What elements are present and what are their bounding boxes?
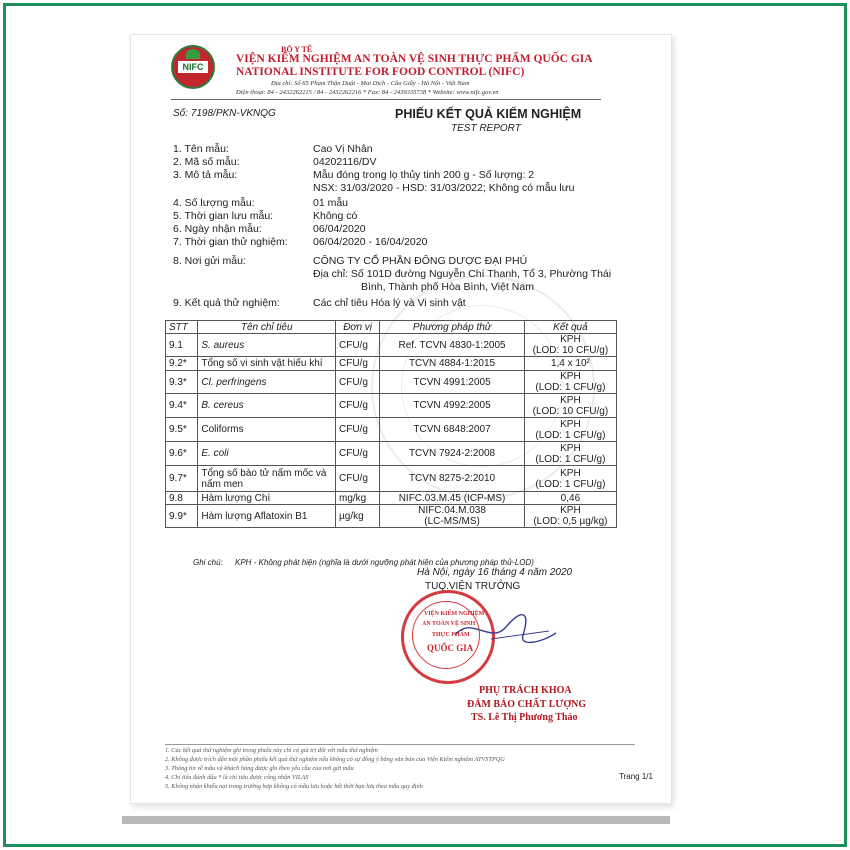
footnote: 3. Thông tin về mẫu và khách hàng được ghi theo yêu cầu của nơi gửi mẫu (165, 765, 354, 772)
cell-stt: 9.4* (166, 394, 198, 418)
result-value: KPH (560, 505, 581, 516)
report-subtitle: TEST REPORT (451, 123, 521, 134)
cell-result: 1,4 x 10² (524, 357, 616, 371)
col-header-name: Tên chỉ tiêu (198, 321, 336, 334)
leaf-icon (186, 49, 200, 59)
cell-result (524, 334, 616, 357)
cell-name: Coliforms (198, 418, 336, 442)
logo-text: NIFC (178, 61, 208, 73)
col-header-unit: Đơn vị (336, 321, 380, 334)
cell-method: TCVN 4991:2005 (380, 371, 525, 394)
field-value: Mẫu đóng trong lọ thủy tinh 200 g - Số lượng: 2 (313, 169, 535, 181)
method-line2: (LC-MS/MS) (424, 516, 480, 527)
field-label: 5. Thời gian lưu mẫu: (173, 210, 274, 222)
table-row (166, 418, 617, 442)
result-lod: (LOD: 1 CFU/g) (535, 382, 606, 393)
footnote: 1. Các kết quả thử nghiệm ghi trong phiếu này chỉ có giá trị đối với mẫu thử nghiệm (165, 747, 378, 754)
nifc-logo-icon (171, 45, 215, 89)
cell-unit: CFU/g (336, 442, 380, 466)
field-value: CÔNG TY CỔ PHẦN ĐÔNG DƯỢC ĐẠI PHÚ (313, 255, 528, 267)
cell-name: S. aureus (198, 334, 336, 357)
field-label: 9. Kết quả thử nghiệm: (173, 297, 280, 309)
org-contact: Điện thoại: 84 - 2432262215 / 84 - 2432262216 * Fax: 84 - 2439335738 * Website: www.nifc.gov.vn (236, 89, 499, 96)
cell-name: Tổng số vi sinh vật hiếu khí (198, 357, 336, 371)
result-value: KPH (560, 442, 581, 454)
field-label: 2. Mã số mẫu: (173, 156, 240, 168)
cell-unit: µg/kg (336, 505, 380, 528)
result-lod: (LOD: 1 CFU/g) (535, 429, 606, 441)
cell-result (524, 442, 616, 466)
cell-method: TCVN 7924-2:2008 (380, 442, 525, 466)
note-text: KPH - Không phát hiện (nghĩa là dưới ngưỡng phát hiện của phương pháp thử-LOD) (235, 558, 534, 567)
cell-result: 0,46 (524, 492, 616, 505)
table-row (166, 357, 617, 371)
footnote: 5. Không nhận khiếu nại trong trường hợp không có mẫu lưu hoặc hết thời hạn lưu theo mẫu quy định (165, 783, 423, 790)
stamp-text: THỰC PHẨM (432, 632, 470, 638)
test-report-document (130, 34, 672, 804)
table-row (166, 371, 617, 394)
field-value: 06/04/2020 - 16/04/2020 (313, 236, 428, 248)
header-divider (171, 99, 601, 100)
table-row (166, 442, 617, 466)
cell-name: B. cereus (198, 394, 336, 418)
field-label: 1. Tên mẫu: (173, 143, 229, 155)
org-address: Địa chỉ: Số 65 Phạm Thận Duật - Mai Dịch - Cầu Giấy - Hà Nội - Việt Nam (271, 80, 470, 87)
cell-name (198, 466, 336, 492)
field-value-line3: Bình, Thành phố Hòa Bình, Việt Nam (361, 281, 534, 293)
report-number: Số: 7198/PKN-VKNQG (173, 108, 276, 119)
col-header-result: Kết quả (524, 321, 616, 334)
cell-result (524, 466, 616, 492)
page-number: Trang 1/1 (619, 772, 653, 781)
result-lod: (LOD: 1 CFU/g) (535, 453, 606, 465)
cell-result (524, 505, 616, 528)
cell-stt: 9.6* (166, 442, 198, 466)
signer-name: TS. Lê Thị Phương Thảo (471, 712, 578, 723)
col-header-method: Phương pháp thử (380, 321, 525, 334)
name-line2: nấm men (201, 478, 244, 490)
results-table (165, 320, 617, 528)
result-lod: (LOD: 1 CFU/g) (535, 478, 606, 490)
result-value: KPH (560, 467, 581, 479)
field-label: 8. Nơi gửi mẫu: (173, 255, 246, 267)
cell-stt: 9.1 (166, 334, 198, 357)
stamp-text: AN TOÀN VỆ SINH (422, 621, 476, 627)
stamp-text: VIỆN KIỂM NGHIỆM (424, 611, 485, 617)
field-value: 01 mẫu (313, 197, 349, 209)
cell-name: Cl. perfringens (198, 371, 336, 394)
cell-method: TCVN 4992:2005 (380, 394, 525, 418)
table-row (166, 394, 617, 418)
field-label: 4. Số lượng mẫu: (173, 197, 255, 209)
col-header-stt: STT (166, 321, 198, 334)
table-row (166, 492, 617, 505)
name-line1: Tổng số bào tử nấm mốc và (201, 467, 327, 479)
field-label: 3. Mô tả mẫu: (173, 169, 238, 181)
cell-stt: 9.7* (166, 466, 198, 492)
field-label: 6. Ngày nhận mẫu: (173, 223, 262, 235)
report-title: PHIẾU KẾT QUẢ KIỂM NGHIỆM (395, 107, 582, 121)
paper-shadow (122, 816, 670, 824)
cell-unit: CFU/g (336, 394, 380, 418)
cell-stt: 9.2* (166, 357, 198, 371)
footnote: 4. Chỉ tiêu đánh dấu * là chỉ tiêu được công nhận VILAS (165, 774, 309, 781)
result-value: KPH (560, 394, 581, 406)
cell-result (524, 371, 616, 394)
place-date: Hà Nội, ngày 16 tháng 4 năm 2020 (417, 567, 573, 578)
org-name-vi: VIỆN KIỂM NGHIỆM AN TOÀN VỆ SINH THỰC PHẨM QUỐC GIA (236, 53, 593, 65)
field-value: Các chỉ tiêu Hóa lý và Vi sinh vật (313, 297, 466, 309)
handwritten-signature-icon (451, 605, 561, 655)
cell-stt: 9.5* (166, 418, 198, 442)
note-label: Ghi chú: (193, 558, 223, 567)
field-label: 7. Thời gian thử nghiệm: (173, 236, 288, 248)
org-name-en: NATIONAL INSTITUTE FOR FOOD CONTROL (NIFC) (236, 66, 525, 78)
footnote-divider (165, 744, 635, 745)
cell-method: TCVN 8275-2:2010 (380, 466, 525, 492)
result-value: KPH (560, 371, 581, 382)
field-value: 06/04/2020 (313, 223, 366, 235)
field-value: Không có (313, 210, 358, 222)
table-row (166, 505, 617, 528)
footnote: 2. Không được trích dẫn một phần phiếu kết quả thử nghiệm nếu không có sự đồng ý bằng văn bản của Viện Kiểm nghiệm ATVSTPQG (165, 756, 505, 763)
result-lod: (LOD: 0,5 µg/kg) (533, 516, 608, 527)
cell-unit: CFU/g (336, 466, 380, 492)
result-lod: (LOD: 10 CFU/g) (532, 345, 609, 356)
field-value-line2: NSX: 31/03/2020 - HSD: 31/03/2022; Không có mẫu lưu (313, 182, 575, 194)
cell-unit: CFU/g (336, 357, 380, 371)
cell-stt: 9.9* (166, 505, 198, 528)
cell-name: Hàm lượng Aflatoxin B1 (198, 505, 336, 528)
method-line1: NIFC.04.M.038 (418, 505, 486, 516)
cell-result (524, 394, 616, 418)
field-value: 04202116/DV (313, 156, 377, 168)
ministry-name: BỘ Y TẾ (281, 45, 313, 54)
cell-method: Ref. TCVN 4830-1:2005 (380, 334, 525, 357)
cell-method: TCVN 6848:2007 (380, 418, 525, 442)
cell-result (524, 418, 616, 442)
table-row (166, 334, 617, 357)
cell-method (380, 505, 525, 528)
cell-unit: CFU/g (336, 371, 380, 394)
cell-stt: 9.3* (166, 371, 198, 394)
cell-unit: CFU/g (336, 418, 380, 442)
cell-stt: 9.8 (166, 492, 198, 505)
table-row (166, 466, 617, 492)
signer-title-2: ĐẢM BẢO CHẤT LƯỢNG (467, 699, 587, 710)
field-value-line2: Địa chỉ: Số 101D đường Nguyễn Chí Thanh, Tổ 3, Phường Thái (313, 268, 612, 280)
result-lod: (LOD: 10 CFU/g) (532, 405, 609, 417)
cell-unit: CFU/g (336, 334, 380, 357)
signer-role: TUQ.VIỆN TRƯỞNG (425, 581, 521, 592)
cell-method: NIFC.03.M.45 (ICP-MS) (380, 492, 525, 505)
result-value: KPH (560, 418, 581, 430)
cell-unit: mg/kg (336, 492, 380, 505)
cell-name: Hàm lượng Chì (198, 492, 336, 505)
stamp-text: QUỐC GIA (427, 643, 474, 653)
cell-method: TCVN 4884-1:2015 (380, 357, 525, 371)
cell-name: E. coli (198, 442, 336, 466)
table-header-row (166, 321, 617, 334)
signer-title-1: PHỤ TRÁCH KHOA (479, 685, 572, 696)
result-value: KPH (560, 334, 581, 345)
field-value: Cao Vị Nhân (313, 143, 373, 155)
